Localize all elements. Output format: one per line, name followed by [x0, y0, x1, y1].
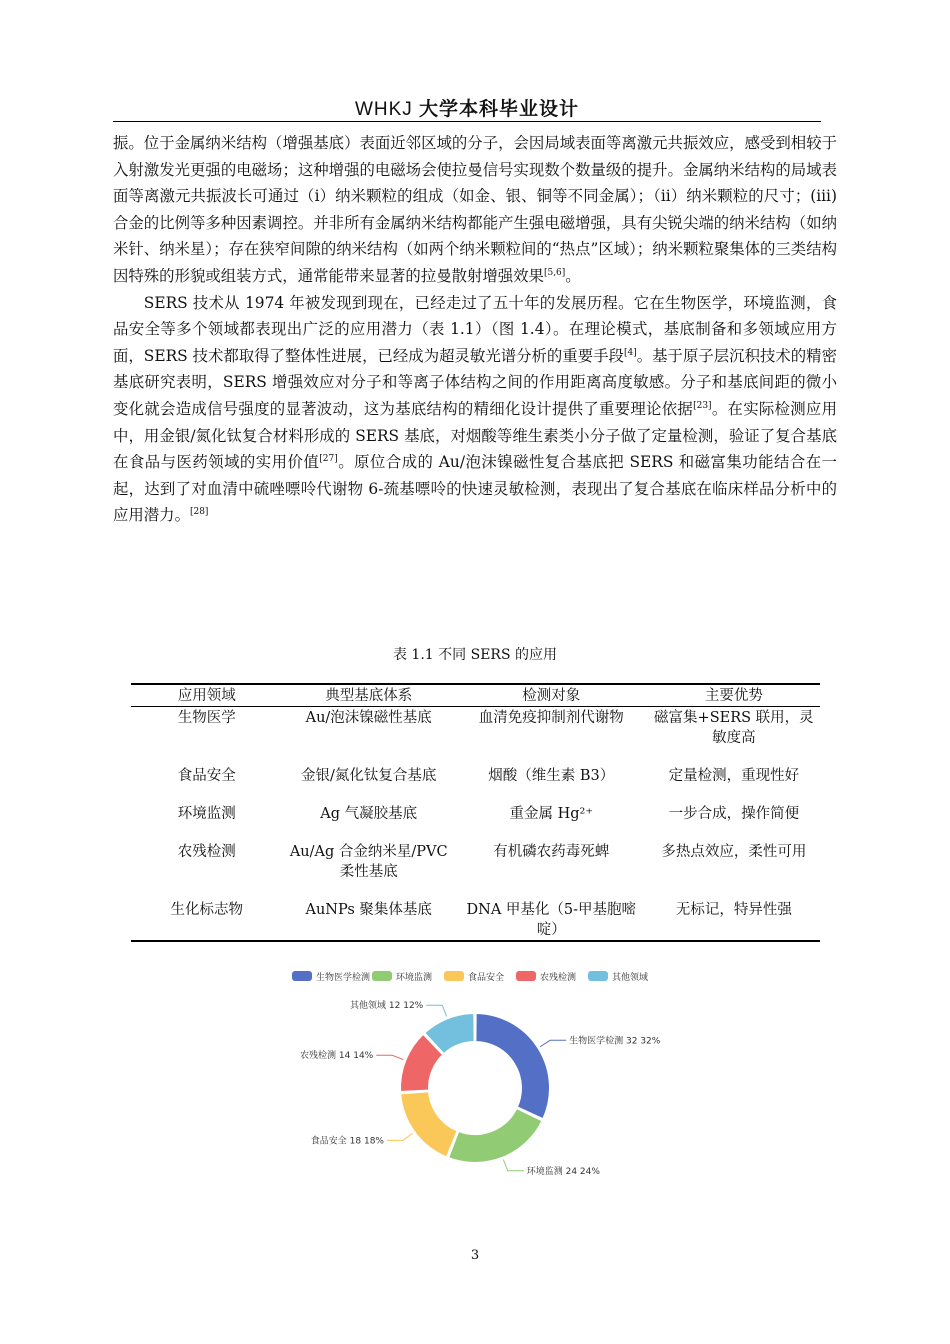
column-header: 应用领域 [177, 688, 236, 704]
table-cell: 金银/氮化钛复合基底 [301, 768, 437, 784]
legend-label: 生物医学检测 [316, 973, 371, 983]
legend-item [372, 971, 432, 983]
donut-slice [448, 1108, 543, 1163]
paragraph-text: 。基于原子层沉积技术的精密基底研究表明，SERS 增强效应对分子和等离子体结构之间的作用距离高度敏感。分子和基底间距的微小变化就会造成信号强度的显著波动，这为基底结构的精细化设计提供了重要理论依据 [113, 346, 837, 418]
legend-item [444, 971, 504, 983]
slice-label: 生物医学检测 32 32% [569, 1036, 661, 1047]
table-cell: Au/Ag 合金纳米星/PVC 柔性基底 [289, 844, 448, 880]
table-cell: 生物医学 [177, 710, 236, 726]
period: 。 [565, 266, 581, 285]
table-cell: 无标记，特异性强 [675, 902, 792, 918]
citation: [28] [189, 507, 209, 518]
table-row [131, 707, 820, 767]
donut-slice [475, 1013, 550, 1119]
table-cell: 烟酸（维生素 B3） [488, 768, 615, 784]
donut-slice [400, 1091, 457, 1157]
donut-chart-svg [280, 960, 680, 1200]
slice-label: 环境监测 24 24% [526, 1166, 600, 1177]
legend-swatch [444, 971, 464, 981]
slice-label: 其他领域 12 12% [350, 1001, 424, 1012]
table-row [131, 766, 820, 804]
table-row [131, 804, 820, 842]
page-header [113, 94, 821, 121]
table-cell: DNA 甲基化（5-甲基胞嘧啶） [466, 902, 637, 938]
paragraph-text: 振。位于金属纳米结构（增强基底）表面近邻区域的分子，会因局域表面等离激元共振效应，感受到相较于入射激发光更强的电磁场；这种增强的电磁场会使拉曼信号实现数个数量级的提升。金属纳米结构的局域表面等离激元共振波长可通过（i）纳米颗粒的组成（如金、银、铜等不同金属）；（ii）纳米颗粒的尺寸；(iii)合金的比例等多种因素调控。并非所有金属纳米结构都能产生强电磁增强，具有尖锐尖端的纳米结构（如纳米针、纳米星）；存在狭窄间隙的纳米结构（如两个纳米颗粒间的“热点”区域）；纳米颗粒聚集体的三类结构因特殊的形貌或组装方式，通常能带来显著的拉曼散射增强效果 [113, 134, 837, 285]
citation: [23] [693, 400, 712, 411]
table-cell: 血清免疫抑制剂代谢物 [478, 710, 624, 726]
column-header: 主要优势 [704, 688, 763, 704]
legend-item [516, 971, 576, 983]
table-cell: Ag 气凝胶基底 [320, 806, 418, 822]
table-cell: 有机磷农药毒死蜱 [493, 844, 610, 860]
label-leader-line [540, 1040, 566, 1046]
label-leader-line [503, 1160, 523, 1171]
table-row [131, 842, 820, 900]
legend-swatch [372, 971, 392, 981]
table-cell: Au/泡沫镍磁性基底 [305, 710, 432, 726]
table-cell: 环境监测 [177, 806, 236, 822]
legend-label: 其他领域 [612, 973, 649, 983]
header-latin: WHKJ [354, 99, 420, 120]
table-cell: 一步合成，操作简便 [668, 806, 800, 822]
header-rule [113, 121, 821, 122]
slice-label: 农残检测 14 14% [300, 1051, 374, 1062]
table-cell: 重金属 Hg²⁺ [509, 806, 594, 822]
donut-chart [280, 960, 680, 1200]
paragraph [113, 290, 837, 529]
table-caption: 表 1.1 不同 SERS 的应用 [392, 647, 557, 663]
citation: [27] [319, 454, 338, 465]
table-cell: AuNPs 聚集体基底 [305, 902, 432, 918]
paragraph-text: 。在实际检测应用中，用金银/氮化钛复合材料形成的 SERS 基底，对烟酸等维生素类小分子做了定量检测，验证了复合基底在食品与医药领域的实用价值 [113, 399, 837, 472]
legend-label: 食品安全 [468, 973, 505, 983]
citation: [4] [623, 347, 637, 358]
column-header: 典型基底体系 [325, 688, 413, 704]
legend-item [292, 971, 370, 983]
table-cell: 多热点效应，柔性可用 [661, 844, 807, 860]
legend-swatch [588, 971, 608, 981]
label-leader-line [426, 1005, 446, 1016]
label-leader-line [376, 1055, 403, 1059]
legend-label: 农残检测 [540, 973, 577, 983]
legend-swatch [516, 971, 536, 981]
table-cell: 生化标志物 [170, 902, 244, 918]
header-title: 大学本科毕业设计 [419, 98, 580, 120]
page-number: 3 [470, 1248, 480, 1263]
table-cell: 磁富集+SERS 联用，灵敏度高 [654, 710, 814, 746]
paragraph-text: SERS 技术从 1974 年被发现到现在，已经走过了五十年的发展历程。它在生物医学，环境监测，食品安全等多个领域都表现出广泛的应用潜力（表 1.1）（图 1.4）。在理论模式，基底制备和多领域应用方面，SERS 技术都取得了整体性进展，已经成为超灵敏光谱分析的重要手段 [113, 293, 837, 365]
paragraph-text: 。原位合成的 Au/泡沫镍磁性复合基底把 SERS 和磁富集功能结合在一起，达到了对血清中硫唑嘌呤代谢物 6-巯基嘌呤的快速灵敏检测，表现出了复合基底在临床样品分析中的应用潜力。 [113, 453, 837, 525]
table-cell: 农残检测 [177, 844, 236, 860]
label-leader-line [387, 1133, 413, 1140]
legend-swatch [292, 971, 312, 981]
table-cell: 定量检测，重现性好 [668, 768, 800, 784]
table-cell: 食品安全 [177, 768, 236, 784]
legend-label: 环境监测 [396, 973, 433, 983]
legend-item [588, 971, 648, 983]
applications-table [131, 683, 820, 942]
paragraph [113, 130, 837, 290]
citation: [5,6] [543, 267, 566, 278]
body-text [113, 130, 837, 529]
table-row [131, 900, 820, 941]
slice-label: 食品安全 18 18% [310, 1136, 384, 1147]
column-header: 检测对象 [522, 688, 581, 704]
table-header-row [131, 684, 820, 707]
